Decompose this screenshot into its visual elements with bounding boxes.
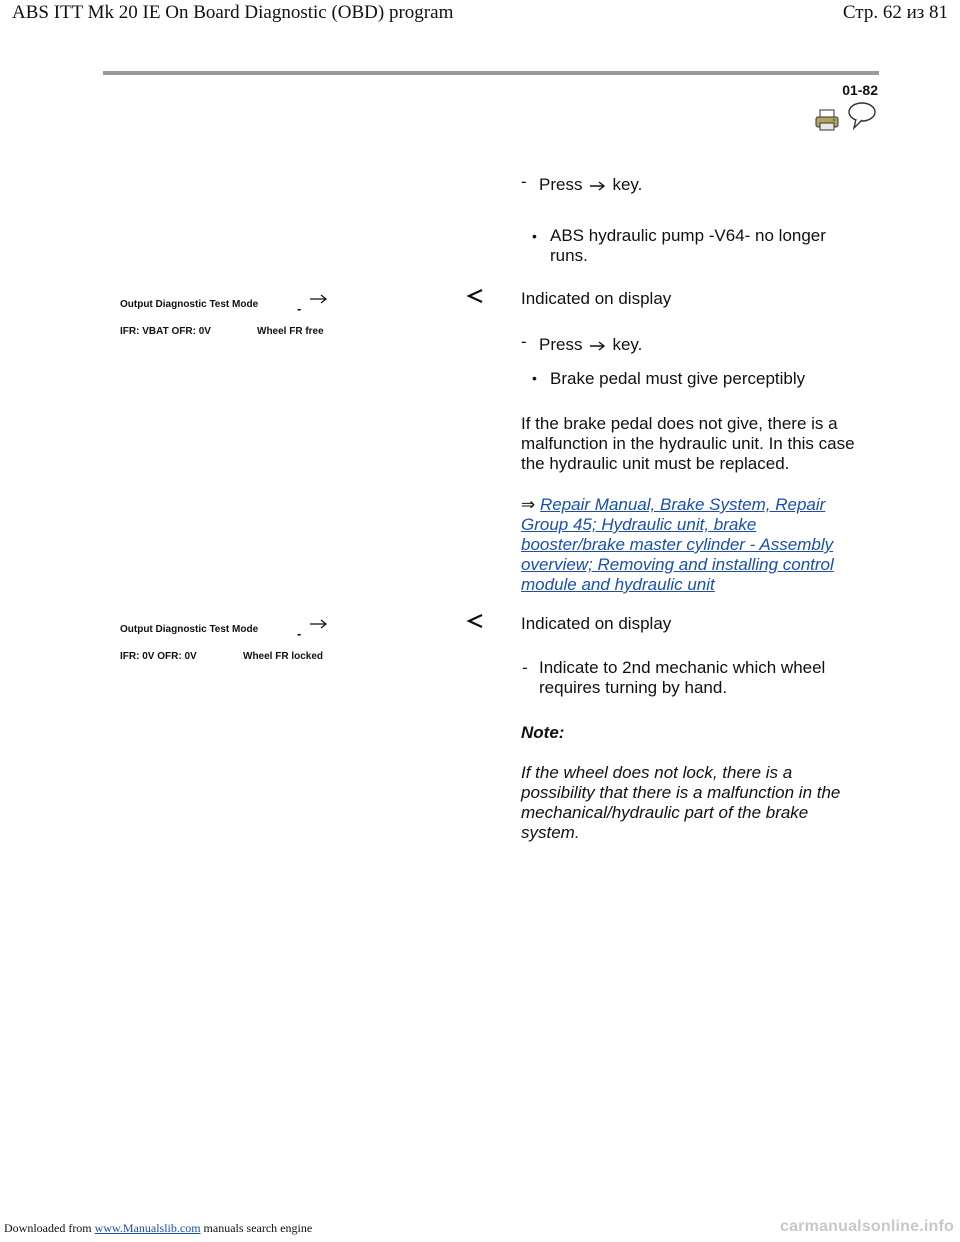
speech-bubble-icon[interactable]: [846, 101, 878, 131]
note-text: If the wheel does not lock, there is a possibility that there is a malfunction in the mechanical/hydraulic part of the brake system.: [521, 763, 841, 842]
display-line2-right: Wheel FR locked: [243, 651, 324, 662]
pointer-left-icon: [466, 613, 484, 629]
arrow-right-icon: [590, 341, 606, 351]
step-indicate-wheel: Indicate to 2nd mechanic which wheel requires turning by hand.: [539, 658, 826, 697]
footer-suffix: manuals search engine: [203, 1221, 313, 1235]
bullet-pump-stops: ABS hydraulic pump -V64- no longer runs.: [550, 226, 826, 265]
pointer-left-icon: [466, 288, 484, 304]
display-line1: Output Diagnostic Test Mode: [120, 624, 259, 635]
bullet-mark: •: [532, 228, 537, 244]
page-counter: Стр. 62 из 81: [842, 2, 948, 23]
printer-icon[interactable]: [814, 108, 840, 132]
footer-prefix: Downloaded from: [4, 1221, 92, 1235]
step-dash: -: [522, 658, 528, 677]
repair-manual-link[interactable]: Repair Manual, Brake System, Repair Group 45; Hydraulic unit, brake booster/brake master cylinder - Assembly overview; Removing and installing control module and hydraulic unit: [521, 495, 834, 594]
indicated-on-display: Indicated on display: [521, 614, 672, 633]
display-dash: -: [297, 626, 302, 641]
repair-manual-reference: [521, 495, 861, 595]
indicated-on-display: Indicated on display: [521, 289, 672, 308]
step-dash: -: [521, 172, 527, 191]
malfunction-paragraph: If the brake pedal does not give, there is a malfunction in the hydraulic unit. In this case the hydraulic unit must be replaced.: [521, 414, 855, 473]
step-key-label: key.: [612, 175, 643, 194]
display-line2-right: Wheel FR free: [257, 326, 324, 337]
step-press-key: [539, 175, 642, 195]
step-press-label: Press: [539, 335, 583, 354]
download-source: [4, 1221, 312, 1236]
arrow-right-icon: [310, 619, 328, 629]
note-label: Note:: [521, 723, 565, 742]
bullet-mark: •: [532, 370, 537, 386]
display-dash: -: [297, 301, 302, 316]
step-key-label: key.: [612, 335, 643, 354]
bullet-brake-pedal: Brake pedal must give perceptibly: [550, 369, 806, 388]
display-line1: Output Diagnostic Test Mode: [120, 299, 259, 310]
display-line2-left: IFR: 0V OFR: 0V: [120, 651, 197, 662]
reference-arrow-icon: ⇒: [521, 495, 536, 514]
header-divider: [103, 71, 879, 75]
step-dash: -: [521, 332, 527, 351]
arrow-right-icon: [590, 181, 606, 191]
watermark: carmanualsonline.info: [779, 1218, 954, 1235]
arrow-right-icon: [310, 294, 328, 304]
step-press-label: Press: [539, 175, 583, 194]
page-code: 01-82: [842, 82, 878, 98]
manualslib-link[interactable]: www.Manualslib.com: [94, 1221, 201, 1235]
document-title: ABS ITT Mk 20 IE On Board Diagnostic (OBD) program: [12, 2, 454, 23]
step-press-key: [539, 335, 642, 355]
display-line2-left: IFR: VBAT OFR: 0V: [120, 326, 211, 337]
